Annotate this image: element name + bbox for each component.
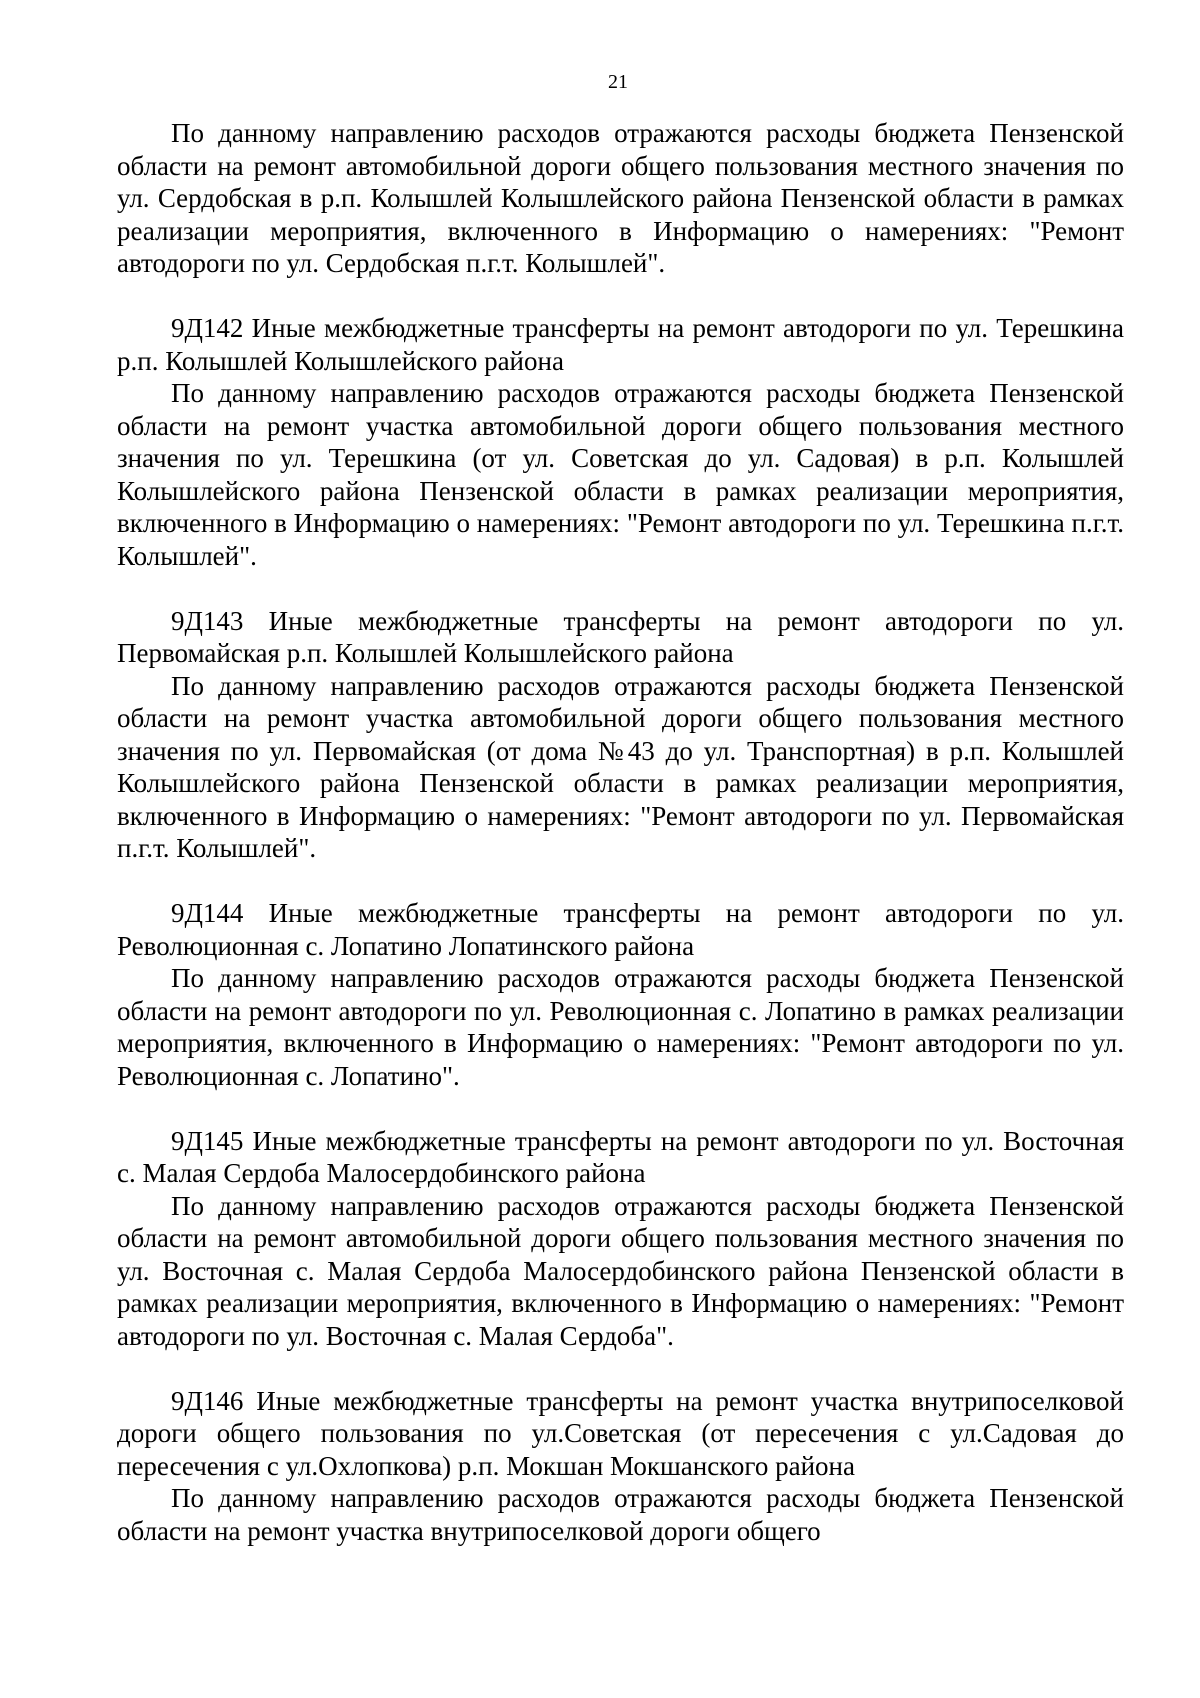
section-1-heading: 9Д142 Иные межбюджетные трансферты на ремонт автодороги по ул. Терешкина р.п. Колышлей Колышлейского района (117, 313, 1124, 376)
page-number: 21 (608, 71, 628, 93)
section-4-body: По данному направлению расходов отражаются расходы бюджета Пензенской области на ремонт автомобильной дороги общего пользования местного значения по ул. Восточная с. Малая Сердоба Малосердобинского района Пензенской области в рамках реализации мероприятия, включенного в Информацию о намерениях: "Ремонт автодороги по ул. Восточная с. Малая Сердоба". (117, 1190, 1124, 1351)
section-2-body: По данному направлению расходов отражаются расходы бюджета Пензенской области на ремонт участка автомобильной дороги общего пользования местного значения по ул. Первомайская (от дома №43 до ул. Транспортная) в р.п. Колышлей Колышлейского района Пензенской области в рамках реализации мероприятия, включенного в Информацию о намерениях: "Ремонт автодороги по ул. Первомайская п.г.т. Колышлей". (117, 670, 1124, 863)
section-4-heading: 9Д145 Иные межбюджетные трансферты на ремонт автодороги по ул. Восточная с. Малая Сердоба Малосердобинского района (117, 1125, 1124, 1188)
section-3-body: По данному направлению расходов отражаются расходы бюджета Пензенской области на ремонт автодороги по ул. Революционная с. Лопатино в рамках реализации мероприятия, включенного в Информацию о намерениях: "Ремонт автодороги по ул. Революционная с. Лопатино". (117, 963, 1124, 1091)
document-body (117, 117, 1124, 1547)
section-3-heading: 9Д144 Иные межбюджетные трансферты на ремонт автодороги по ул. Революционная с. Лопатино Лопатинского района (117, 898, 1124, 961)
section-5-heading: 9Д146 Иные межбюджетные трансферты на ремонт участка внутрипоселковой дороги общего пользования по ул.Советская (от пересечения с ул.Садовая до пересечения с ул.Охлопкова) р.п. Мокшан Мокшанского района (117, 1385, 1124, 1481)
section-2-heading: 9Д143 Иные межбюджетные трансферты на ремонт автодороги по ул. Первомайская р.п. Колышлей Колышлейского района (117, 605, 1124, 668)
section-0-body: По данному направлению расходов отражаются расходы бюджета Пензенской области на ремонт автомобильной дороги общего пользования местного значения по ул. Сердобская в р.п. Колышлей Колышлейского района Пензенской области в рамках реализации мероприятия, включенного в Информацию о намерениях: "Ремонт автодороги по ул. Сердобская п.г.т. Колышлей". (117, 118, 1124, 278)
section-1-body: По данному направлению расходов отражаются расходы бюджета Пензенской области на ремонт участка автомобильной дороги общего пользования местного значения по ул. Терешкина (от ул. Советская до ул. Садовая) в р.п. Колышлей Колышлейского района Пензенской области в рамках реализации мероприятия, включенного в Информацию о намерениях: "Ремонт автодороги по ул. Терешкина п.г.т. Колышлей". (117, 378, 1124, 571)
section-5-body: По данному направлению расходов отражаются расходы бюджета Пензенской области на ремонт участка внутрипоселковой дороги общего (117, 1483, 1124, 1546)
